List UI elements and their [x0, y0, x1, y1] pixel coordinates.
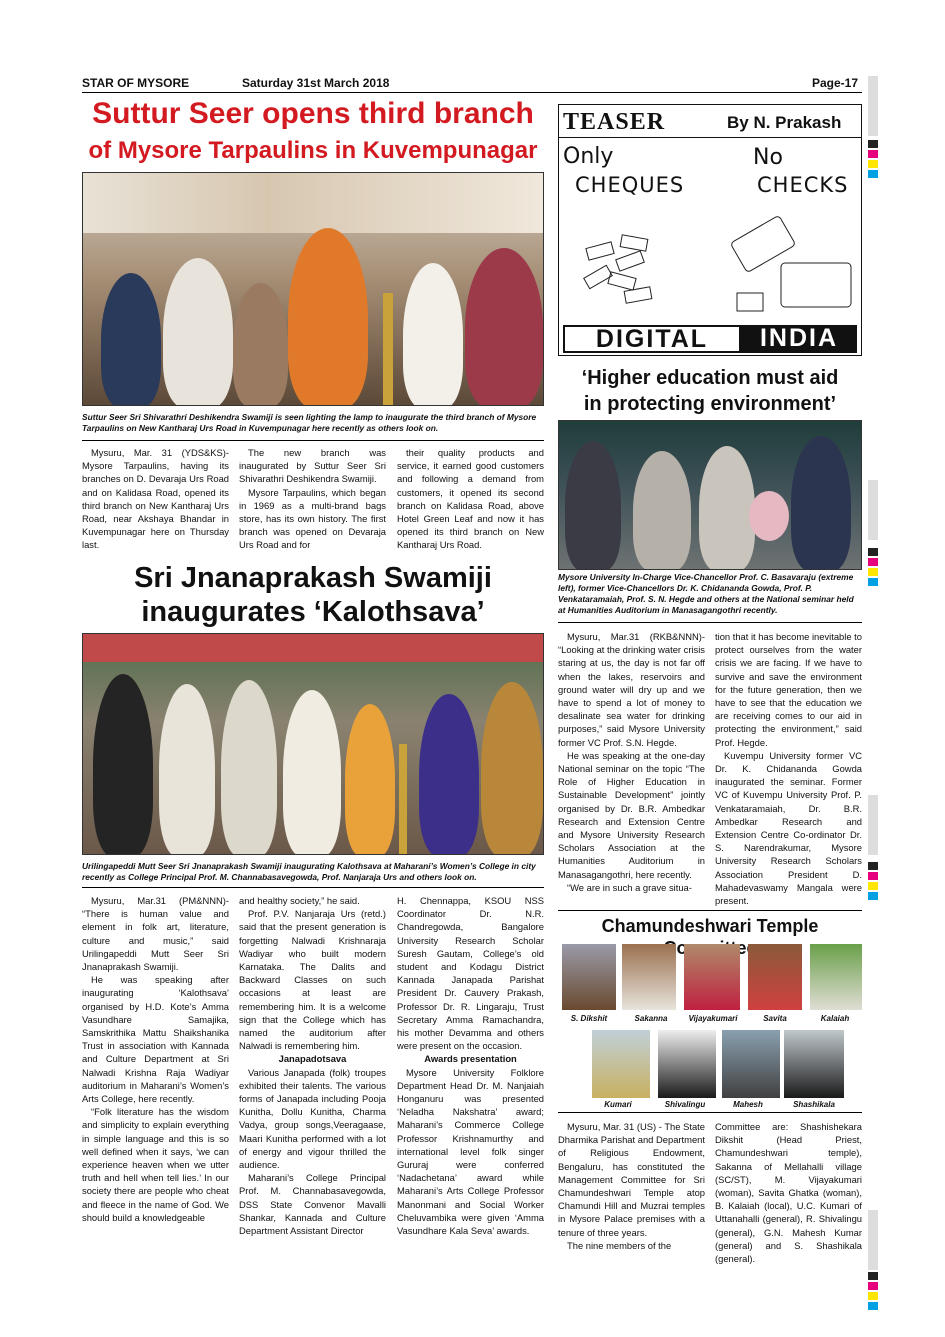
- story1-headline-line2: of Mysore Tarpaulins in Kuvempunagar: [88, 137, 538, 164]
- story3-photo: [82, 633, 544, 855]
- story4-column-1: [558, 1120, 705, 1252]
- story2-photo: [558, 420, 862, 570]
- reg-mark: [868, 862, 878, 870]
- member-photo: [810, 944, 862, 1010]
- caption-rule: [558, 1112, 862, 1113]
- reg-mark: [868, 140, 878, 148]
- paragraph: and healthy society,” he said.: [239, 895, 360, 906]
- member-name: Vijayakumari: [688, 1014, 738, 1023]
- paragraph: Committee are: Shashishekara Dikshit (Head Priest, Chamundeshwari temple), Sakanna of Mellahalli village (SC/ST), M. Vijayakumari (woman), Savita Ghatka (woman), B. Kalaiah (local), U.C. Kumari of Uttanahalli (general), R. Shivalingu (general), G.N. Mahesh Kumar (general) and S. Shashikala (general).: [715, 1121, 862, 1265]
- story1-headline-line1: Suttur Seer opens third branch: [92, 97, 534, 130]
- photo-figure: [633, 451, 691, 570]
- teaser-label: TEASER: [563, 109, 666, 135]
- teaser-byline: By N. Prakash: [727, 113, 842, 132]
- margin-strip: [868, 76, 878, 136]
- photo-figure: [403, 263, 463, 406]
- cartoon-text-checks: CHECKS: [757, 173, 849, 197]
- member-name: Mahesh: [733, 1100, 763, 1109]
- reg-mark: [868, 548, 878, 556]
- reg-mark: [868, 1302, 878, 1310]
- photo-garland: [749, 491, 789, 541]
- reg-mark: [868, 882, 878, 890]
- photo-figure: [159, 684, 215, 855]
- paragraph: He was speaking after inaugurating ‘Kalothsava’ organised by H.D. Kote’s Amma Vasundhare Samajika, Samskrithika Mattu Shaikshanika Trust in association with Kannada and Culture Department at Sri Nalwadi Krishna Raja Wadiyar auditorium in Maharani’s Women’s Arts College, here recently.: [82, 974, 229, 1105]
- caption-rule: [82, 440, 544, 441]
- photo-figure: [93, 674, 153, 855]
- reg-mark: [868, 150, 878, 158]
- story2-headline-line2: in protecting environment’: [583, 393, 837, 415]
- story4-column-2: [715, 1120, 862, 1265]
- reg-mark: [868, 170, 878, 178]
- paragraph: Mysuru, Mar. 31 (US) - The State Dharmika Parishat and Department of Religious Endowment, Bengaluru, has constituted the Management Committee for Sri Chamundeshwari Temple atop Chamundi Hill and Muzrai temples in Mysore Palace premises with a tenure of three years.: [558, 1121, 705, 1238]
- paragraph: Mysuru, Mar.31 (RKB&NNN)- “Looking at the drinking water crisis staring at us, the day is not far off when the lakes, reservoirs and ground water will dry up and we have to spend a lot of money to desalinate sea water for drinking purposes,” said Mysore University former VC Prof. S.N. Hegde.: [558, 631, 705, 748]
- story1-column-3: [397, 446, 544, 552]
- paragraph: “We are in such a grave situa-: [567, 881, 692, 893]
- photo-canopy: [83, 634, 544, 662]
- paragraph: Kuvempu University former VC Dr. K. Chidananda Gowda inaugurated the seminar. Former VC of Kuvempu University Prof. P. Venkataramaiah, Dr. B.R. Ambedkar Research and Extension Centre Co-ordinator Dr. S. Narendrakumar, Mysore University Research Scholars Association President D. Mahadevaswamy Mangala were present.: [715, 749, 862, 907]
- subhead-janapadotsava: Janapadotsava: [278, 1053, 347, 1065]
- issue-date: Saturday 31st March 2018: [242, 76, 390, 90]
- story1-column-1: [82, 446, 229, 552]
- reg-mark: [868, 160, 878, 168]
- member-name: Sakanna: [634, 1014, 668, 1023]
- photo-figure: [283, 690, 341, 855]
- committee-photo-row-1: [558, 940, 862, 1030]
- photo-figure: [419, 694, 479, 855]
- story3-headline-line2: inaugurates ‘Kalothsava’: [141, 596, 485, 628]
- paragraph: Mysore University Folklore Department Head Dr. M. Nanjaiah Honganuru was presented ‘Neladha Nakshatra’ award; Maharani’s Commerce College Professor Krishnamurthy and international level folk singer Gururaj were conferred ‘Nadachetana’ award while Maharani’s Arts College Professor Manonmani and Social Worker Cheluvambika were given ‘Amma Vasundhare Kala Seva’ awards.: [397, 1066, 544, 1237]
- story1-photo: [82, 172, 544, 406]
- committee-photo-row-2: [558, 1028, 862, 1118]
- member-photo: [748, 944, 802, 1010]
- margin-strip: [868, 795, 878, 855]
- reg-mark: [868, 1282, 878, 1290]
- cartoon-text-cheques: CHEQUES: [575, 173, 685, 197]
- paragraph: He was speaking at the one-day National seminar on the topic “The Role of Higher Education in Sustainable Development” jointly organised by Dr. B.R. Ambedkar Research and Extension Centre and Mysore University Research Scholars Association at the Humanities Auditorium in Manasagangothri, here recently.: [558, 749, 705, 880]
- paragraph: The nine members of the: [567, 1239, 672, 1251]
- story3-column-1: [82, 894, 229, 1224]
- masthead-rule: [82, 92, 862, 93]
- member-name: Kalaiah: [820, 1014, 850, 1023]
- paragraph: Mysuru, Mar.31 (PM&NNN)- “There is human value and element in folk art, literature, culture and music,” said Urilingapeddi Mutt Seer Sri Jnanaprakash Swamiji.: [82, 895, 229, 973]
- member-photo: [592, 1030, 650, 1098]
- photo-figure: [345, 704, 395, 855]
- photo-figure: [233, 283, 288, 406]
- reg-mark: [868, 872, 878, 880]
- cartoon-drawing: [559, 201, 861, 321]
- member-photo: [658, 1030, 716, 1098]
- reg-mark: [868, 568, 878, 576]
- photo-figure: [465, 248, 543, 406]
- reg-mark: [868, 1292, 878, 1300]
- caption-rule: [82, 887, 544, 888]
- photo-figure: [699, 446, 755, 570]
- story1-caption: Suttur Seer Sri Shivarathri Deshikendra Swamiji is seen lighting the lamp to inaugurate the third branch of Mysore Tarpaulins on New Kantharaj Urs Road in Kuvempunagar here recently as others look on.: [82, 412, 537, 433]
- teaser-rule: [559, 137, 861, 138]
- paper-name: STAR OF MYSORE: [82, 76, 190, 90]
- cartoon-text-only: Only: [563, 144, 614, 169]
- photo-figure: [565, 441, 621, 570]
- caption-rule: [558, 622, 862, 623]
- paragraph: Mysuru, Mar. 31 (YDS&KS)- Mysore Tarpaulins, having its branches on D. Devaraja Urs Road and on Kalidasa Road, opened its third branch on New Kantharaj Urs Road, near Akshaya Bhandar in Kuvempunagar here on Thursday last.: [82, 447, 229, 551]
- reg-mark: [868, 578, 878, 586]
- teaser-cartoon: [558, 104, 862, 356]
- photo-figure-seer: [288, 228, 368, 406]
- margin-strip: [868, 1210, 878, 1270]
- paragraph: their quality products and service, it earned good customers and following a demand from customers, it opened its second branch on Kalidasa Road, above Hotel Green Leaf and now it has opened its third branch on New Kantharaj Urs Road.: [397, 447, 544, 551]
- member-name: Shashikala: [793, 1100, 835, 1109]
- photo-figure: [163, 258, 233, 406]
- banner-india: INDIA: [741, 325, 857, 353]
- paragraph: Mysore Tarpaulins, which began in 1969 as a multi-brand bags store, has its own history. The first branch was opened on Devaraja Urs Road and for: [239, 486, 386, 551]
- photo-figure: [101, 273, 161, 406]
- story2-caption: Mysore University In-Charge Vice-Chancellor Prof. C. Basavaraju (extreme left), former Vice-Chancellors Dr. K. Chidananda Gowda, Prof. P. Venkataramaiah, Prof. S. N. Hegde and others at the National seminar held at Humanities Auditorium in Manasagangothri recently.: [558, 572, 854, 615]
- cartoon-text-no: No: [753, 145, 783, 170]
- member-photo: [722, 1030, 780, 1098]
- photo-figure: [221, 680, 277, 855]
- member-name: Kumari: [604, 1100, 632, 1109]
- member-photo: [562, 944, 616, 1010]
- story3-caption: Urilingapeddi Mutt Seer Sri Jnanaprakash Swamiji inaugurating Kalothsava at Maharani’s Women’s College in city recently as College Principal Prof. M. Channabasavegowda, Prof. Nanjaraja Urs and others look on.: [82, 861, 536, 882]
- photo-lamp: [399, 744, 407, 855]
- reg-mark: [868, 892, 878, 900]
- margin-strip: [868, 480, 878, 540]
- story2-headline-line1: ‘Higher education must aid: [581, 367, 839, 389]
- page-number: Page-17: [812, 76, 859, 90]
- reg-mark: [868, 558, 878, 566]
- story2-column-2: [715, 630, 862, 907]
- paragraph: Prof. P.V. Nanjaraja Urs (retd.) said that the present generation is forgetting Nalwadi Krishnaraja Wadiyar who built modern Karnataka. The Dalits and Backward Classes on such occasions at least are remembering him. It is a welcome sign that the College which has named the auditorium after Nalwadi is remembering him.: [239, 908, 386, 1052]
- member-name: Shivalingu: [664, 1100, 706, 1109]
- paragraph: Various Janapada (folk) troupes exhibited their talents. The various forms of Janapada including Pooja Kunitha, Dollu Kunitha, Charma Vadya, group songs,Veeragaase, Maari Kunitha performed with a lot of energy and vigour thrilled the audience.: [239, 1066, 386, 1171]
- story3-column-3: [397, 894, 544, 1237]
- member-photo: [622, 944, 676, 1010]
- member-name: Savita: [763, 1014, 787, 1023]
- paragraph: Maharani’s College Principal Prof. M. Channabasavegowda, DSS State Convenor Mavalli Shankar, Kannada and Culture Department Assistant Director: [239, 1172, 386, 1237]
- photo-shelf: [83, 173, 544, 233]
- photo-figure-dancer: [481, 682, 543, 855]
- paragraph: “Folk literature has the wisdom and simplicity to explain everything in simple language and this is so well defined when it says, ‘we can experience heaven when we utter truth and hell when tell lies.’ In our society there are people who cheat and fleece in the name of God. We should build a knowledgeable: [82, 1106, 229, 1223]
- section-rule: [558, 910, 862, 911]
- story3-column-2: [239, 894, 386, 1237]
- subhead-awards: Awards presentation: [424, 1053, 517, 1065]
- story3-headline-line1: Sri Jnanaprakash Swamiji: [134, 562, 492, 594]
- story4-headline: Chamundeshwari Temple: [601, 916, 819, 936]
- photo-lamp: [383, 293, 393, 406]
- photo-figure: [791, 436, 851, 570]
- paragraph: H. Chennappa, KSOU NSS Coordinator Dr. N.R. Chandregowda, Bangalore University Research Scholar Suresh Gautam, College’s old student and Kodagu District Kannada Janapada Parishat President Dr. Cauvery Prakash, Professor Dr. R. Lingaraju, Trust Secretary Amma Ramachandra, his mother Devamma and others were present on the occasion.: [397, 895, 544, 1052]
- story2-column-1: [558, 630, 705, 894]
- reg-mark: [868, 1272, 878, 1280]
- member-photo: [684, 944, 740, 1010]
- banner-digital: DIGITAL: [563, 325, 741, 353]
- paragraph: The new branch was inaugurated by Suttur Seer Sri Shivarathri Deshikendra Swamiji.: [239, 447, 386, 485]
- paragraph: tion that it has become inevitable to protect ourselves from the water crisis we are facing. If we have to survive and save the environment for the future generation, then we have to see that the education we are receiving comes to our aid in protecting the environment,” said Prof. Hegde.: [715, 631, 862, 748]
- member-name: S. Dikshit: [570, 1014, 608, 1023]
- story1-column-2: [239, 446, 386, 552]
- member-photo: [784, 1030, 844, 1098]
